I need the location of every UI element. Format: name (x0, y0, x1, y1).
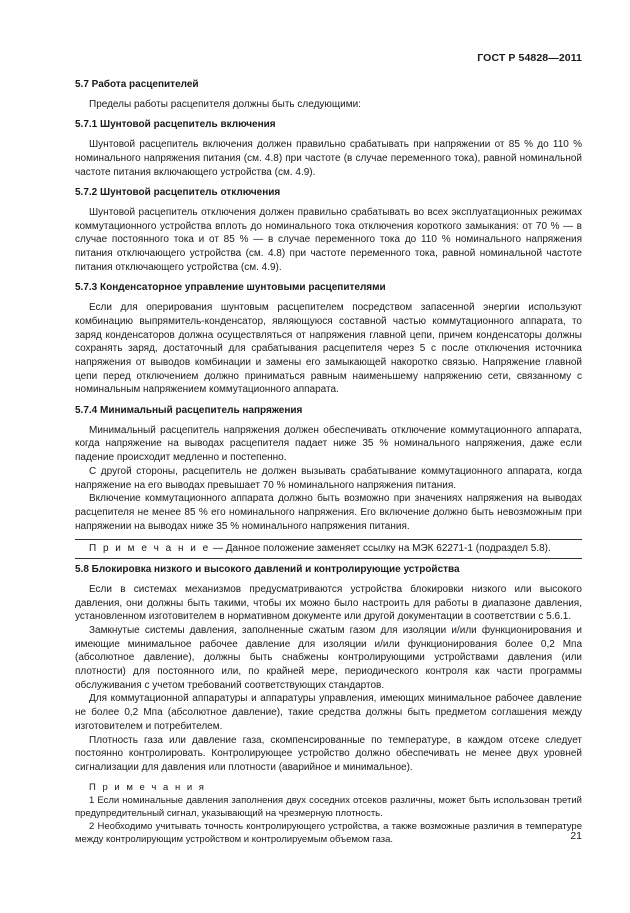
section-5-7-1-title: 5.7.1 Шунтовой расцепитель включения (75, 119, 276, 131)
note-label: П р и м е ч а н и е (89, 543, 211, 555)
section-5-7-4-text-3: Включение коммутационного аппарата должно быть возможно при значениях напряжения на выводах расцепителя не менее 85 % его номинального напряжения. Его включение должно быть невозможным при напряжении на выводах ниже 35 % номинального напряжения питания. (75, 493, 582, 532)
note-2: 2 Необходимо учитывать точность контролирующего устройства, а также возможные различия в температуре между контролирующим устройством и контролируемым объемом газа. (75, 821, 582, 846)
section-5-8-text-1: Если в системах механизмов предусматриваются устройства блокировки низкого или высокого давления, они должны быть такими, чтобы их можно было настроить для работы в диапазоне давления, установленном изготовителем в нормативном документе или другой документации в соответствии с 5.6.1. (75, 583, 582, 623)
note-1: 1 Если номинальные давления заполнения двух соседних отсеков различны, может быть использован третий предупредительный сигнал, указывающий на чрезмерную плотность. (75, 795, 582, 820)
section-5-8-text-3: Для коммутационной аппаратуры и аппаратуры управления, имеющих минимальное рабочее давление не более 0,2 Мпа (абсолютное давление), такие средства должны быть предметом соглашения между изготовителем и потребителем. (75, 693, 582, 732)
section-5-8-text-2: Замкнутые системы давления, заполненные сжатым газом для изоляции и/или функционирования и имеющие минимальное рабочее давление для изоляции и/или функционирования более 0,2 Мпа (абсолютное давление), должны быть снабжены контролирующими устройствами давления (или плотности) для постоянного или, по крайней мере, периодического контроля как части программы обслуживания с учетом требований соответствующих стандартов. (75, 624, 582, 691)
notes-title: П р и м е ч а н и я (89, 781, 206, 793)
section-5-7-3-title: 5.7.3 Конденсаторное управление шунтовыми расцепителями (75, 282, 386, 294)
section-5-7-4-note (75, 539, 582, 559)
section-5-7-4-text-2: С другой стороны, расцепитель не должен вызывать срабатывание коммутационного аппарата, когда напряжение на его выводах превышает 70 % номинального напряжения питания. (75, 465, 582, 491)
page-number: 21 (570, 830, 582, 842)
standard-header: ГОСТ Р 54828—2011 (477, 52, 582, 64)
section-5-7-2-title: 5.7.2 Шунтовой расцепитель отключения (75, 187, 281, 199)
section-5-7-2-text: Шунтовой расцепитель отключения должен правильно срабатывать во всех эксплуатационных режимах коммутационного устройства вплоть до номинального тока отключения короткого замыкания: от 70 % — в случае постоянного тока и от 85 % — в случае переменного тока до 110 % номинального напряжения питания отключающего устройства (см. 4.8) при частоте переменного тока, равной номинальной частоте питания отключающего устройства (см. 4.9). (75, 206, 582, 273)
section-5-8-title: 5.8 Блокировка низкого и высокого давлений и контролирующие устройства (75, 564, 460, 576)
document-body (75, 78, 582, 846)
note-text: — Данное положение заменяет ссылку на МЭК 62271-1 (подраздел 5.8). (210, 543, 551, 555)
section-5-7-4-title: 5.7.4 Минимальный расцепитель напряжения (75, 405, 303, 417)
section-5-7-intro: Пределы работы расцепителя должны быть следующими: (89, 98, 361, 110)
section-5-7-1-text: Шунтовой расцепитель включения должен правильно срабатывать при напряжении от 85 % до 110 % номинального напряжения питания (см. 4.8) при частоте (в случае переменного тока), равной номинальной частоте питания включающего устройства (см. 4.9). (75, 139, 582, 178)
section-5-7-title: 5.7 Работа расцепителей (75, 79, 199, 90)
section-5-7-4-text-1: Минимальный расцепитель напряжения должен обеспечивать отключение коммутационного аппарата, когда напряжение на выводах расцепителя падает ниже 35 % номинального напряжения, даже если падение происходит медленно и постепенно. (75, 424, 582, 464)
section-5-7-3-text: Если для оперирования шунтовым расцепителем посредством запасенной энергии используют комбинацию выпрямитель-конденсатор, являющуюся составной частью коммутационного аппарата, то заряд конденсаторов должна осуществляться от напряжения главной цепи, причем конденсаторы должны сохранять заряд, достаточный для срабатывания расцепителя через 5 с после отключения источника напряжения от выводов комбинации и замены его замыкающей накоротко связью. Напряжение главной цепи перед отключением должно приниматься равным наименьшему напряжению сети, связанному с номинальным напряжением коммутационного аппарата. (75, 302, 582, 396)
section-5-8-text-4: Плотность газа или давление газа, скомпенсированные по температуре, в каждом отсеке следует постоянно контролировать. Контролирующее устройство должно обеспечивать не менее двух уровней сигнализации для давления или плотности (аварийное и минимальное). (75, 734, 582, 773)
